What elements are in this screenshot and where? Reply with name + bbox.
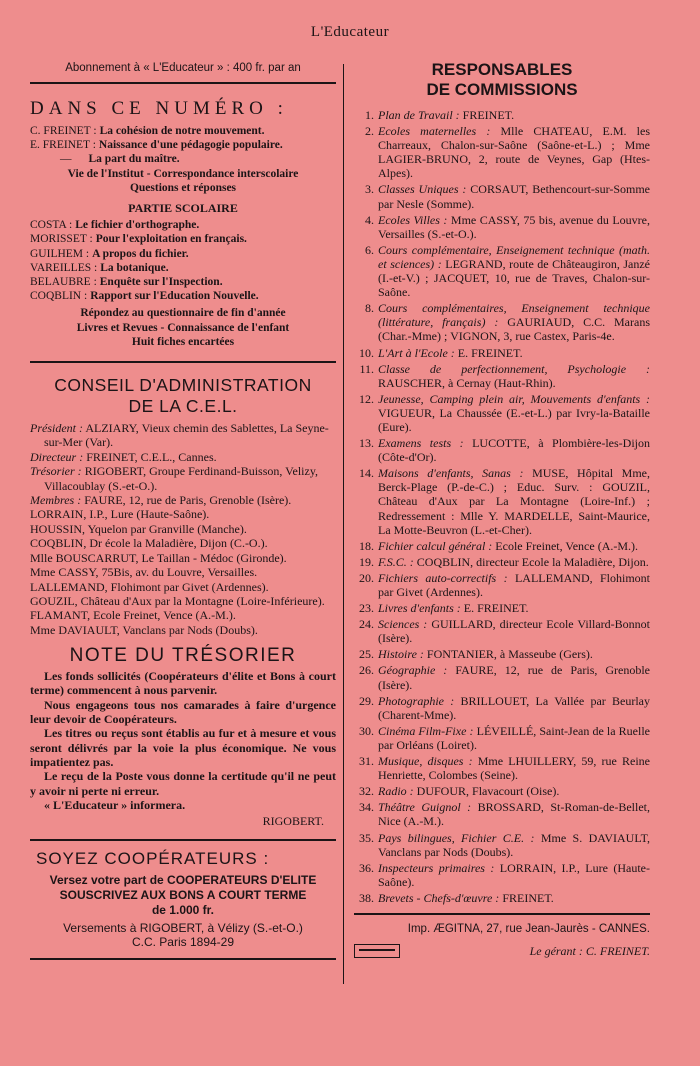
commission-item xyxy=(354,436,650,464)
member-text: HOUSSIN, Yquelon par Granville (Manche). xyxy=(30,521,247,536)
school-desc: Enquête sur l'Inspection. xyxy=(99,276,223,289)
member-entry xyxy=(30,608,336,622)
commission-text xyxy=(378,108,650,122)
column-divider xyxy=(343,64,344,984)
commission-responsible: CORSAUT, Bethencourt-sur-Somme par Nesle (Somme). xyxy=(378,182,650,211)
commission-text xyxy=(378,466,650,536)
commission-item xyxy=(354,346,650,360)
member-entry xyxy=(30,551,336,565)
member-text: FAURE, 12, rue de Paris, Grenoble (Isère). xyxy=(84,493,292,508)
commission-number: 31. xyxy=(359,754,374,769)
commission-text xyxy=(378,647,650,661)
commission-item xyxy=(354,647,650,661)
commission-number: 34. xyxy=(359,800,374,815)
member-entry xyxy=(30,507,336,521)
school-item xyxy=(30,261,336,275)
printer-logo-icon xyxy=(354,944,400,958)
commission-text xyxy=(378,831,650,859)
commission-topic: Sciences : xyxy=(378,617,428,632)
contents-title: DANS CE NUMÉRO : xyxy=(30,98,288,119)
contents-desc: Naissance d'une pédagogie populaire. xyxy=(98,139,283,152)
member-role: Directeur : xyxy=(30,449,84,464)
footer-divider xyxy=(354,913,650,915)
commission-text xyxy=(378,539,650,553)
soyez-line: SOUSCRIVEZ AUX BONS A COURT TERME xyxy=(59,888,307,903)
commission-text xyxy=(378,436,650,464)
contents-item xyxy=(30,152,336,166)
commission-responsible: Mme CASSY, 75 bis, avenue du Louvre, Versailles (S.-et-O.). xyxy=(378,212,651,241)
commission-topic: Livres d'enfants : xyxy=(378,601,461,616)
responsables-title xyxy=(354,60,650,100)
school-desc: Rapport sur l'Education Nouvelle. xyxy=(90,290,259,303)
section-divider xyxy=(30,361,336,363)
soyez-footer xyxy=(36,921,330,949)
commission-topic: Classe de perfectionnement, Psychologie : xyxy=(378,361,650,376)
conseil-title-line: CONSEIL D'ADMINISTRATION xyxy=(54,375,312,396)
conseil-members xyxy=(30,421,336,637)
commission-item xyxy=(354,784,650,798)
commission-topic: Plan de Travail : xyxy=(378,108,460,122)
school-desc: La botanique. xyxy=(100,261,169,274)
member-entry xyxy=(30,421,336,450)
commission-number: 11. xyxy=(359,361,374,376)
school-author: COSTA : xyxy=(30,219,73,232)
commission-topic: Radio : xyxy=(378,784,414,799)
commission-number: 38. xyxy=(359,890,374,905)
commission-item xyxy=(354,861,650,889)
commission-number: 30. xyxy=(359,723,374,738)
commission-text xyxy=(378,346,650,360)
commission-item xyxy=(354,694,650,722)
gerant-row xyxy=(354,944,650,959)
printer-line: Imp. ÆGITNA, 27, rue Jean-Jaurès - CANNES. xyxy=(407,922,650,935)
commission-item xyxy=(354,466,650,536)
commission-number: 12. xyxy=(359,391,374,406)
conseil-title xyxy=(30,375,336,417)
member-text: LALLEMAND, Flohimont par Givet (Ardennes). xyxy=(30,579,269,594)
member-text: Mme CASSY, 75Bis, av. du Louvre, Versailles. xyxy=(30,565,258,580)
soyez-line: de 1.000 fr. xyxy=(151,903,215,918)
commission-item xyxy=(354,891,650,905)
commission-topic: Classes Uniques : xyxy=(378,182,467,197)
commission-item xyxy=(354,362,650,390)
commission-item xyxy=(354,724,650,752)
commission-responsible: LALLEMAND, Flohimont par Givet (Ardennes). xyxy=(378,570,650,599)
commission-topic: Géographie : xyxy=(378,663,448,678)
commission-text xyxy=(378,724,650,752)
contents-item xyxy=(30,124,336,138)
responsables-title-line: RESPONSABLES xyxy=(431,60,573,79)
contents-desc: La cohésion de notre mouvement. xyxy=(99,125,265,137)
commission-text xyxy=(378,392,650,434)
commission-topic: Histoire : xyxy=(378,647,424,662)
school-item xyxy=(30,275,336,289)
commission-number: 6. xyxy=(365,242,374,257)
contents-footer-line: Huit fiches encartées xyxy=(131,335,235,348)
note-signature: RIGOBERT. xyxy=(262,814,324,829)
commission-text xyxy=(378,754,650,782)
commission-responsible: LÉVEILLÉ, Saint-Jean de la Ruelle par Orléans (Loiret). xyxy=(378,723,650,752)
journal-header: L'Educateur xyxy=(310,24,390,40)
commission-responsible: Mlle CHATEAU, E.M. les Charreaux, Chalon-sur-Saône (Saône-et-L.) ; Mme LAGIER-BRUNO, 2, route de Veynes, Gap (Htes-Alpes). xyxy=(378,124,650,181)
commission-number: 25. xyxy=(359,647,374,662)
member-entry xyxy=(30,580,336,594)
commission-number: 26. xyxy=(359,663,374,678)
commission-responsible: E. FREINET. xyxy=(463,601,529,616)
commission-number: 20. xyxy=(359,570,374,585)
commission-number: 8. xyxy=(365,301,374,316)
commission-responsible: Mme S. DAVIAULT, Vanclans par Nods (Doubs). xyxy=(378,830,651,859)
commission-item xyxy=(354,601,650,615)
member-text: ALZIARY, Vieux chemin des Sablettes, La Seyne-sur-Mer (Var). xyxy=(44,421,329,450)
commission-number: 10. xyxy=(359,345,374,360)
subscription-line: Abonnement à « L'Educateur » : 400 fr. par an xyxy=(30,62,336,84)
school-author: BELAUBRE : xyxy=(30,276,97,289)
commission-responsible: MUSE, Hôpital Mme, Berck-Plage (P.-de-C.) ; Educ. Surv. : GOUZIL, Château d'Aux par La Montagne (Loire-Inf.) ; Redressement : Mlle Y. MARDELLE, Saint-Maurice, La Motte-Beuvron (L.-et-Cher). xyxy=(378,466,650,537)
commission-item xyxy=(354,754,650,782)
commission-topic: Fichiers auto-correctifs : xyxy=(378,570,508,585)
contents-desc: La part du maître. xyxy=(88,153,180,166)
commission-item xyxy=(354,392,650,434)
member-text: COQBLIN, Dr école la Maladière, Dijon (C.-O.). xyxy=(30,536,268,551)
gerant-line: Le gérant : C. FREINET. xyxy=(529,943,650,958)
contents-author: — xyxy=(60,153,72,166)
note-paragraph: Les titres ou reçus sont établis au fur et à mesure et vous seront délivrés par la voie la plus économique. Ne vous impatientez pas. xyxy=(30,726,336,769)
soyez-title: SOYEZ COOPÉRATEURS : xyxy=(36,849,270,869)
member-text: FREINET, C.E.L., Cannes. xyxy=(86,449,217,464)
commission-topic: Photographie : xyxy=(378,693,455,708)
commission-responsible: VIGUEUR, La Chaussée (E.-et-L.) par Ivry-la-Bataille (Eure). xyxy=(378,405,650,434)
commission-topic: Brevets - Chefs-d'œuvre : xyxy=(378,890,500,905)
member-entry xyxy=(30,623,336,637)
commission-number: 36. xyxy=(359,860,374,875)
commission-topic: Maisons d'enfants, Sanas : xyxy=(378,466,524,481)
conseil-title-line: DE LA C.E.L. xyxy=(128,396,238,417)
commission-topic: Ecoles maternelles : xyxy=(378,124,491,139)
commission-responsible: LUCOTTE, à Plombière-les-Dijon (Côte-d'Or). xyxy=(378,436,651,465)
commission-item xyxy=(354,571,650,599)
responsables-title-line: DE COMMISSIONS xyxy=(426,80,578,99)
commission-number: 19. xyxy=(359,554,374,569)
note-paragraph: « L'Educateur » informera. xyxy=(44,797,186,812)
contents-list xyxy=(30,124,336,349)
commission-item xyxy=(354,555,650,569)
member-text: RIGOBERT, Groupe Ferdinand-Buisson, Velizy, Villacoublay (S.-et-O.). xyxy=(44,464,319,493)
commission-text xyxy=(378,663,650,691)
commission-text xyxy=(378,571,650,599)
commission-text xyxy=(378,891,650,905)
commission-text xyxy=(378,694,650,722)
commission-text xyxy=(378,124,650,180)
commission-text xyxy=(378,800,650,828)
commission-text xyxy=(378,601,650,615)
commission-list xyxy=(354,108,650,905)
school-author: COQBLIN : xyxy=(30,290,88,303)
school-author: GUILHEM : xyxy=(30,247,90,260)
commission-responsible: FONTANIER, à Masseube (Gers). xyxy=(426,647,593,662)
school-item xyxy=(30,218,336,232)
right-column xyxy=(354,62,650,959)
soyez-box xyxy=(30,839,336,959)
school-item xyxy=(30,289,336,303)
commission-topic: Cours complémentaires, Enseignement technique (littérature, français) : xyxy=(378,301,650,330)
contents-footer-line: Répondez au questionnaire de fin d'année xyxy=(80,307,286,320)
commission-text xyxy=(378,784,650,798)
commission-text xyxy=(378,617,650,645)
member-role: Trésorier : xyxy=(30,464,82,479)
commission-responsible: LORRAIN, I.P., Lure (Haute-Saône). xyxy=(378,860,651,889)
commission-number: 35. xyxy=(359,830,374,845)
note-paragraph: Nous engageons tous nos camarades à faire d'urgence leur devoir de Coopérateurs. xyxy=(30,697,336,727)
note-paragraph: Les fonds sollicités (Coopérateurs d'élite et Bons à court terme) commencent à nous parvenir. xyxy=(30,669,336,698)
member-text: Mlle BOUSCARRUT, Le Taillan - Médoc (Gironde). xyxy=(30,550,287,565)
commission-responsible: LEGRAND, route de Châteaugiron, Janzé (I.-et-V.) ; JACQUET, 10, rue de Traves, Chalon-sur-Saône. xyxy=(378,256,650,300)
commission-number: 2. xyxy=(365,124,374,139)
note-body xyxy=(30,669,336,812)
member-text: GOUZIL, Château d'Aux par la Montagne (Loire-Inférieure). xyxy=(30,593,325,608)
commission-item xyxy=(354,617,650,645)
commission-topic: Examens tests : xyxy=(378,436,464,451)
school-desc: Pour l'exploitation en français. xyxy=(95,233,247,246)
commission-topic: Théâtre Guignol : xyxy=(378,800,472,815)
contents-footer-line: Livres et Revues - Connaissance de l'enfant xyxy=(76,321,290,334)
school-author: MORISSET : xyxy=(30,233,93,246)
commission-text xyxy=(378,301,650,343)
commission-number: 23. xyxy=(359,601,374,616)
commission-responsible: COQBLIN, directeur Ecole la Maladière, Dijon. xyxy=(416,554,649,569)
commission-item xyxy=(354,800,650,828)
commission-number: 24. xyxy=(359,617,374,632)
member-entry xyxy=(30,450,336,464)
commission-number: 1. xyxy=(365,108,374,122)
note-paragraph: Le reçu de la Poste vous donne la certitude qu'il ne peut y avoir ni perte ni erreur. xyxy=(30,769,336,798)
commission-responsible: GUILLARD, directeur Ecole Villard-Bonnot (Isère). xyxy=(378,617,651,646)
commission-item xyxy=(354,663,650,691)
left-column xyxy=(30,62,336,960)
commission-text xyxy=(378,861,650,889)
commission-responsible: FAURE, 12, rue de Paris, Grenoble (Isère). xyxy=(378,663,651,692)
commission-responsible: DUFOUR, Flavacourt (Oise). xyxy=(416,784,560,799)
partie-scolaire-heading: PARTIE SCOLAIRE xyxy=(128,201,238,216)
commission-number: 4. xyxy=(365,212,374,227)
commission-topic: Ecoles Villes : xyxy=(378,212,448,227)
commission-topic: Musique, disques : xyxy=(378,754,473,769)
school-item xyxy=(30,232,336,246)
commission-number: 18. xyxy=(359,538,374,553)
commission-responsible: Mme LHUILLERY, 59, rue Reine Henriette, Colombes (Seine). xyxy=(378,754,651,783)
contents-center-line: Vie de l'Institut - Correspondance interscolaire xyxy=(67,167,299,180)
commission-responsible: FREINET. xyxy=(502,890,554,905)
commission-responsible: BROSSARD, St-Roman-de-Bellet, Nice (A.-M.). xyxy=(378,800,651,829)
commission-number: 29. xyxy=(359,693,374,708)
commission-topic: Cinéma Film-Fixe : xyxy=(378,723,474,738)
commission-topic: F.S.C. : xyxy=(378,554,414,569)
member-entry xyxy=(30,594,336,608)
soyez-line: Versez votre part de COOPERATEURS D'ELITE xyxy=(49,873,317,888)
school-author: VAREILLES : xyxy=(30,261,98,274)
member-entry xyxy=(30,565,336,579)
contents-author: E. FREINET : xyxy=(30,139,96,152)
commission-item xyxy=(354,182,650,210)
member-role: Président : xyxy=(30,421,83,436)
soyez-account: C.C. Paris 1894-29 xyxy=(131,935,235,950)
commission-item xyxy=(354,831,650,859)
commission-text xyxy=(378,362,650,390)
contents-center-line: Questions et réponses xyxy=(129,181,237,194)
commission-text xyxy=(378,182,650,210)
commission-topic: Inspecteurs primaires : xyxy=(378,860,495,875)
commission-item xyxy=(354,243,650,299)
commission-topic: Fichier calcul général : xyxy=(378,538,493,553)
contents-author: C. FREINET : xyxy=(30,125,97,137)
school-desc: Le fichier d'orthographe. xyxy=(75,219,200,232)
commission-item xyxy=(354,124,650,180)
member-entry xyxy=(30,536,336,550)
commission-item xyxy=(354,301,650,343)
member-text: Mme DAVIAULT, Vanclans par Nods (Doubs). xyxy=(30,622,258,637)
commission-topic: Jeunesse, Camping plein air, Mouvements d'enfants : xyxy=(378,391,650,406)
member-text: FLAMANT, Ecole Freinet, Vence (A.-M.). xyxy=(30,608,236,623)
commission-text xyxy=(378,243,650,299)
note-title: NOTE DU TRÉSORIER xyxy=(69,645,297,667)
contents-item xyxy=(30,138,336,152)
commission-topic: L'Art à l'Ecole : xyxy=(378,345,455,360)
commission-responsible: Ecole Freinet, Vence (A.-M.). xyxy=(495,538,639,553)
commission-text xyxy=(378,555,650,569)
member-role: Membres : xyxy=(30,493,82,508)
member-entry xyxy=(30,464,336,493)
commission-number: 14. xyxy=(359,466,374,481)
commission-number: 32. xyxy=(359,784,374,799)
soyez-payment: Versements à RIGOBERT, à Vélizy (S.-et-O.) xyxy=(63,921,303,936)
commission-item xyxy=(354,213,650,241)
commission-responsible: RAUSCHER, à Cernay (Haut-Rhin). xyxy=(378,375,556,390)
soyez-body xyxy=(36,873,330,918)
school-item xyxy=(30,247,336,261)
commission-number: 3. xyxy=(365,182,374,197)
commission-item xyxy=(354,539,650,553)
commission-responsible: BRILLOUET, La Vallée par Beurlay (Charent-Mme). xyxy=(378,693,650,722)
member-entry xyxy=(30,522,336,536)
commission-topic: Pays bilingues, Fichier C.E. : xyxy=(378,830,535,845)
commission-responsible: GAURIAUD, C.C. Marans (Char.-Mme) ; VIGNON, 3, rue Castex, Paris-4e. xyxy=(378,315,650,344)
commission-topic: Cours complémentaire, Enseignement technique (math. et sciences) : xyxy=(378,242,650,271)
member-text: LORRAIN, I.P., Lure (Haute-Saône). xyxy=(30,507,210,522)
commission-responsible: E. FREINET. xyxy=(457,345,523,360)
commission-item xyxy=(354,108,650,122)
commission-number: 13. xyxy=(359,436,374,451)
member-entry xyxy=(30,493,336,507)
commission-responsible: FREINET. xyxy=(462,108,515,122)
school-desc: A propos du fichier. xyxy=(92,247,189,260)
commission-text xyxy=(378,213,650,241)
